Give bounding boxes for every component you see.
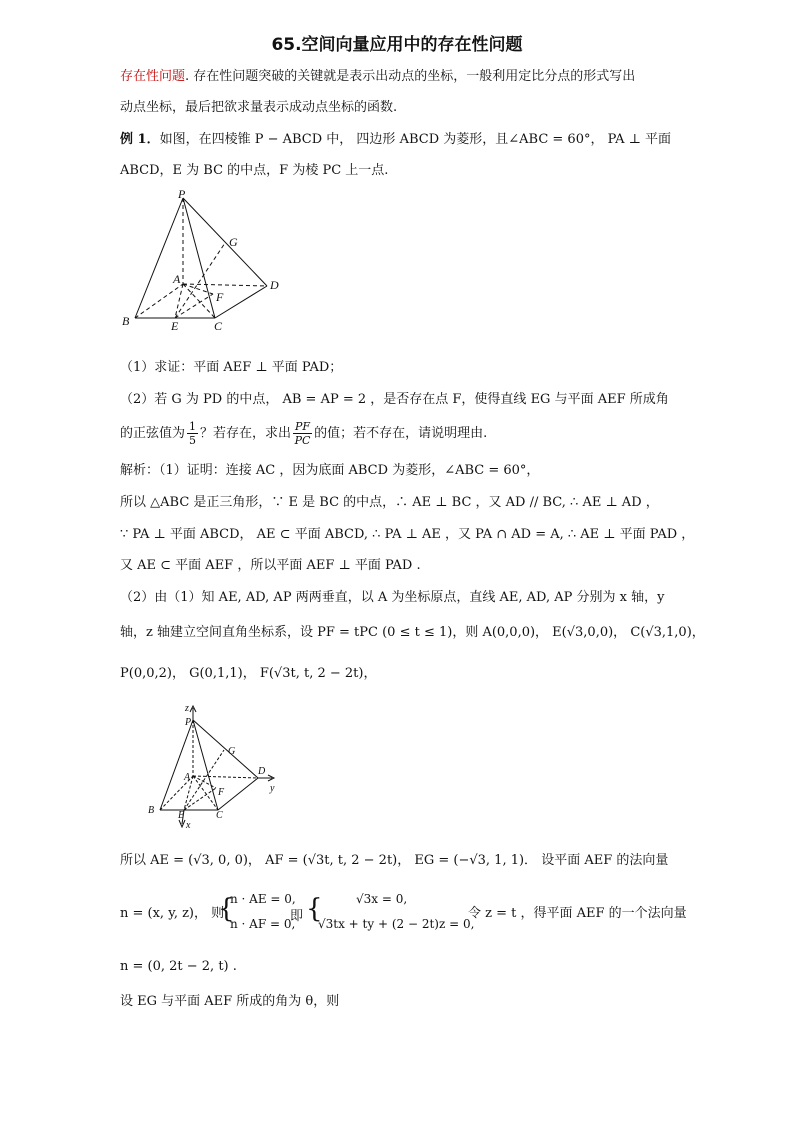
fig2-label-g: G — [228, 746, 236, 757]
fig1-label-a: A — [173, 272, 181, 286]
fig2-label-f: F — [218, 787, 225, 798]
fig1-label-c: C — [214, 319, 223, 333]
system-mid-text: 即 — [290, 909, 304, 924]
intro-text-1: . 存在性问题突破的关键就是表示出动点的坐标，一般利用定比分点的形式写出 — [185, 69, 636, 84]
intro-keyword: 存在性问题 — [120, 69, 186, 84]
solution-line-5: （2）由（1）知 AE, AD, AP 两两垂直，以 A 为坐标原点，直线 AE, AD, AP 分别为 x 轴，y — [120, 590, 665, 605]
system-1-eq-1: n · AE = 0, — [230, 892, 296, 906]
system-1-brace: { — [218, 894, 235, 924]
q2-text-a: 的正弦值为 — [120, 426, 186, 441]
system-2-eq-1: √3x = 0, — [356, 892, 408, 906]
q2-text-c: 的值；若不存在，请说明理由. — [314, 426, 488, 441]
solution-line-6: 轴，z 轴建立空间直角坐标系，设 PF = tPC (0 ≤ t ≤ 1)，则 A(0,0,0)， E(√3,0,0)， C(√3,1,0)， — [120, 625, 705, 640]
fig2-label-d: D — [258, 766, 266, 777]
pyramid-figure-1 — [115, 188, 295, 338]
system-2-brace: { — [306, 894, 323, 924]
fig2-label-b: B — [148, 805, 155, 816]
system-2-eq-2: √3tx + ty + (2 − 2t)z = 0, — [318, 917, 475, 931]
fig1-label-b: B — [122, 314, 130, 328]
example-label: 例 1． — [120, 132, 160, 147]
q2-text-b: ？若存在，求出 — [200, 426, 292, 441]
vector-line-1: 所以 AE = (√3, 0, 0)， AF = (√3t, t, 2 − 2t)， EG = (−√3, 1, 1)． 设平面 AEF 的法向量 — [120, 853, 669, 868]
vector-line-4: 设 EG 与平面 AEF 所成的角为 θ，则 — [120, 994, 340, 1009]
page-title: 65.空间向量应用中的存在性问题 — [271, 35, 523, 55]
solution-line-4: 又 AE ⊂ 平面 AEF ，所以平面 AEF ⊥ 平面 PAD . — [120, 558, 421, 573]
fig2-label-z: z — [185, 703, 189, 714]
fig1-label-f: F — [216, 290, 224, 304]
fig2-label-e: E — [178, 810, 185, 821]
fig2-label-c: C — [216, 810, 223, 821]
system-1-eq-2: n · AF = 0, — [230, 917, 296, 931]
fig2-label-y: y — [270, 783, 275, 794]
example-text-1: 如图，在四棱锥 P − ABCD 中， 四边形 ABCD 为菱形，且∠ABC = 60°， PA ⊥ 平面 — [159, 132, 672, 147]
intro-line-2: 动点坐标，最后把欲求量表示成动点坐标的函数. — [120, 100, 398, 115]
fig2-label-p: P — [185, 717, 192, 728]
fig2-label-a: A — [184, 772, 191, 783]
solution-line-2: 所以 △ABC 是正三角形，∵ E 是 BC 的中点，∴ AE ⊥ BC ，又 AD // BC, ∴ AE ⊥ AD ， — [120, 495, 659, 510]
example-line-2: ABCD，E 为 BC 的中点，F 为棱 PC 上一点. — [120, 163, 389, 178]
intro-line-1 — [120, 68, 635, 86]
fig1-label-g: G — [229, 235, 238, 249]
fig1-label-p: P — [178, 188, 186, 201]
vector-line-2-left: n = (x, y, z)， 则 — [120, 906, 225, 921]
fig1-label-e: E — [171, 319, 179, 333]
solution-line-7: P(0,0,2)， G(0,1,1)， F(√3t, t, 2 − 2t)， — [120, 666, 377, 681]
question-2-line-2 — [120, 418, 487, 450]
fig2-label-x: x — [186, 820, 191, 830]
fraction-pf-pc: $\frac{PF}{PC}$ — [294, 420, 311, 447]
solution-line-3: ∵ PA ⊥ 平面 ABCD， AE ⊂ 平面 ABCD, ∴ PA ⊥ AE ，又 PA ∩ AD = A, ∴ AE ⊥ 平面 PAD ， — [120, 527, 695, 542]
vector-line-2-right: 令 z = t ，得平面 AEF 的一个法向量 — [468, 906, 687, 921]
pyramid-figure-2 — [140, 700, 290, 830]
fraction-one-fifth: $\frac{1}{5}$ — [189, 420, 197, 447]
vector-line-3: n = (0, 2t − 2, t) . — [120, 959, 237, 974]
question-2-line-1: （2）若 G 为 PD 的中点， AB = AP = 2 ，是否存在点 F，使得直线 EG 与平面 AEF 所成角 — [120, 392, 669, 407]
fig1-label-d: D — [270, 278, 279, 292]
question-1: （1）求证：平面 AEF ⊥ 平面 PAD； — [120, 360, 343, 375]
solution-line-1: 解析：（1）证明：连接 AC ，因为底面 ABCD 为菱形，∠ABC = 60°， — [120, 463, 540, 478]
example-line-1 — [120, 131, 671, 149]
